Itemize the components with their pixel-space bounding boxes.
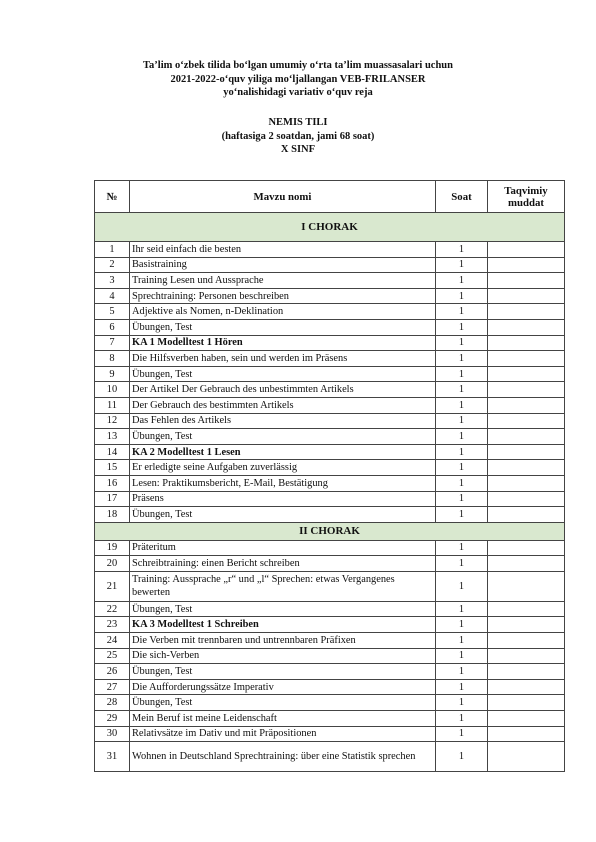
row-hours: 1: [436, 335, 488, 351]
row-hours: 1: [436, 413, 488, 429]
row-topic: Übungen, Test: [130, 601, 436, 617]
row-topic: Übungen, Test: [130, 319, 436, 335]
quarter-row: [95, 213, 565, 242]
row-hours: 1: [436, 288, 488, 304]
row-number: 8: [95, 351, 130, 367]
row-number: 11: [95, 397, 130, 413]
row-topic: Präteritum: [130, 540, 436, 556]
row-schedule: [488, 460, 565, 476]
row-number: 27: [95, 679, 130, 695]
row-schedule: [488, 664, 565, 680]
table-row: [95, 397, 565, 413]
row-topic: KA 2 Modelltest 1 Lesen: [130, 444, 436, 460]
row-topic: Mein Beruf ist meine Leidenschaft: [130, 711, 436, 727]
subject-name: NEMIS TILI: [268, 117, 328, 128]
row-topic: Sprechtraining: Personen beschreiben: [130, 288, 436, 304]
row-topic: Die sich-Verben: [130, 648, 436, 664]
subject-hours: (haftasiga 2 soatdan, jami 68 soat): [221, 130, 375, 142]
row-hours: 1: [436, 540, 488, 556]
table-body: [95, 213, 565, 772]
table-row: [95, 475, 565, 491]
table-row: [95, 351, 565, 367]
row-schedule: [488, 507, 565, 523]
row-schedule: [488, 540, 565, 556]
title-line-3: yo‘nalishidagi variativ o‘quv reja: [223, 87, 373, 98]
row-number: 2: [95, 257, 130, 273]
row-topic: Adjektive als Nomen, n-Deklination: [130, 304, 436, 320]
row-schedule: [488, 429, 565, 445]
row-topic: Die Hilfsverben haben, sein und werden im Präsens: [130, 351, 436, 367]
row-number: 31: [95, 742, 130, 772]
row-number: 17: [95, 491, 130, 507]
row-schedule: [488, 617, 565, 633]
row-hours: 1: [436, 304, 488, 320]
row-hours: 1: [436, 460, 488, 476]
row-schedule: [488, 351, 565, 367]
table-row: [95, 491, 565, 507]
row-topic: Übungen, Test: [130, 507, 436, 523]
row-topic: Ihr seid einfach die besten: [130, 242, 436, 258]
row-topic: Übungen, Test: [130, 366, 436, 382]
row-number: 9: [95, 366, 130, 382]
row-schedule: [488, 679, 565, 695]
row-hours: 1: [436, 382, 488, 398]
row-topic: Training Lesen und Aussprache: [130, 273, 436, 289]
row-topic: Der Gebrauch des bestimmten Artikels: [130, 397, 436, 413]
table-row: [95, 617, 565, 633]
row-hours: 1: [436, 351, 488, 367]
curriculum-table: [94, 180, 565, 772]
row-hours: 1: [436, 664, 488, 680]
row-number: 13: [95, 429, 130, 445]
row-schedule: [488, 242, 565, 258]
table-row: [95, 679, 565, 695]
quarter-title: II CHORAK: [95, 522, 565, 540]
table-row: [95, 633, 565, 649]
table-row: [95, 382, 565, 398]
row-schedule: [488, 571, 565, 601]
row-topic: Übungen, Test: [130, 695, 436, 711]
table-row: [95, 257, 565, 273]
table-row: [95, 556, 565, 572]
row-number: 12: [95, 413, 130, 429]
row-schedule: [488, 556, 565, 572]
row-hours: 1: [436, 257, 488, 273]
table-row: [95, 304, 565, 320]
row-number: 15: [95, 460, 130, 476]
table-row: [95, 242, 565, 258]
row-number: 25: [95, 648, 130, 664]
row-number: 7: [95, 335, 130, 351]
row-number: 10: [95, 382, 130, 398]
row-schedule: [488, 288, 565, 304]
table-row: [95, 460, 565, 476]
row-topic: Übungen, Test: [130, 664, 436, 680]
row-schedule: [488, 711, 565, 727]
row-topic: Das Fehlen des Artikels: [130, 413, 436, 429]
row-number: 5: [95, 304, 130, 320]
title-line-2: 2021-2022-o‘quv yiliga mo‘ljallangan VEB-FRILANSER: [170, 73, 426, 85]
row-hours: 1: [436, 319, 488, 335]
col-header-hours: Soat: [436, 181, 488, 213]
row-number: 29: [95, 711, 130, 727]
table-row: [95, 571, 565, 601]
row-topic: Die Verben mit trennbaren und untrennbaren Präfixen: [130, 633, 436, 649]
row-schedule: [488, 491, 565, 507]
row-schedule: [488, 633, 565, 649]
row-schedule: [488, 319, 565, 335]
col-header-schedule: Taqvimiy muddat: [488, 181, 565, 213]
row-topic: Wohnen in Deutschland Sprechtraining: über eine Statistik sprechen: [130, 742, 436, 772]
quarter-title: I CHORAK: [95, 213, 565, 242]
row-topic: Präsens: [130, 491, 436, 507]
row-number: 24: [95, 633, 130, 649]
row-number: 3: [95, 273, 130, 289]
row-number: 4: [95, 288, 130, 304]
row-hours: 1: [436, 571, 488, 601]
table-row: [95, 335, 565, 351]
row-topic: Training: Aussprache „r“ und „l“ Sprechen: etwas Vergangenes bewerten: [130, 571, 436, 601]
table-row: [95, 444, 565, 460]
table-row: [95, 664, 565, 680]
row-hours: 1: [436, 648, 488, 664]
row-topic: Er erledigte seine Aufgaben zuverlässig: [130, 460, 436, 476]
row-hours: 1: [436, 397, 488, 413]
row-hours: 1: [436, 273, 488, 289]
row-number: 26: [95, 664, 130, 680]
row-hours: 1: [436, 633, 488, 649]
table-row: [95, 601, 565, 617]
row-schedule: [488, 335, 565, 351]
row-number: 30: [95, 726, 130, 742]
row-number: 6: [95, 319, 130, 335]
table-row: [95, 648, 565, 664]
row-number: 14: [95, 444, 130, 460]
row-schedule: [488, 397, 565, 413]
row-topic: Der Artikel Der Gebrauch des unbestimmten Artikels: [130, 382, 436, 398]
row-schedule: [488, 273, 565, 289]
row-hours: 1: [436, 601, 488, 617]
row-topic: Schreibtraining: einen Bericht schreiben: [130, 556, 436, 572]
row-hours: 1: [436, 726, 488, 742]
row-number: 18: [95, 507, 130, 523]
row-schedule: [488, 444, 565, 460]
row-topic: Basistraining: [130, 257, 436, 273]
subject-heading: [0, 116, 596, 157]
col-header-number: №: [95, 181, 130, 213]
row-number: 19: [95, 540, 130, 556]
table-row: [95, 695, 565, 711]
table-row: [95, 429, 565, 445]
row-number: 23: [95, 617, 130, 633]
row-topic: Lesen: Praktikumsbericht, E-Mail, Bestätigung: [130, 475, 436, 491]
row-number: 21: [95, 571, 130, 601]
row-hours: 1: [436, 429, 488, 445]
row-schedule: [488, 366, 565, 382]
col-header-topic: Mavzu nomi: [130, 181, 436, 213]
table-row: [95, 507, 565, 523]
row-topic: KA 1 Modelltest 1 Hören: [130, 335, 436, 351]
row-hours: 1: [436, 507, 488, 523]
row-topic: Übungen, Test: [130, 429, 436, 445]
row-hours: 1: [436, 366, 488, 382]
row-hours: 1: [436, 711, 488, 727]
row-schedule: [488, 648, 565, 664]
row-schedule: [488, 413, 565, 429]
row-number: 22: [95, 601, 130, 617]
row-schedule: [488, 695, 565, 711]
row-hours: 1: [436, 242, 488, 258]
row-hours: 1: [436, 695, 488, 711]
table-row: [95, 540, 565, 556]
subject-grade: X SINF: [280, 144, 316, 155]
table-row: [95, 273, 565, 289]
row-schedule: [488, 475, 565, 491]
row-topic: Die Aufforderungssätze Imperativ: [130, 679, 436, 695]
row-schedule: [488, 382, 565, 398]
row-number: 28: [95, 695, 130, 711]
quarter-row: [95, 522, 565, 540]
row-hours: 1: [436, 475, 488, 491]
table-row: [95, 366, 565, 382]
table-row: [95, 288, 565, 304]
row-schedule: [488, 726, 565, 742]
row-topic: Relativsätze im Dativ und mit Präpositionen: [130, 726, 436, 742]
row-schedule: [488, 601, 565, 617]
row-schedule: [488, 742, 565, 772]
row-hours: 1: [436, 444, 488, 460]
row-hours: 1: [436, 491, 488, 507]
table-header-row: [95, 181, 565, 213]
row-topic: KA 3 Modelltest 1 Schreiben: [130, 617, 436, 633]
row-hours: 1: [436, 742, 488, 772]
table-row: [95, 711, 565, 727]
row-number: 20: [95, 556, 130, 572]
row-schedule: [488, 304, 565, 320]
row-number: 1: [95, 242, 130, 258]
row-hours: 1: [436, 679, 488, 695]
row-schedule: [488, 257, 565, 273]
table-row: [95, 742, 565, 772]
row-number: 16: [95, 475, 130, 491]
row-hours: 1: [436, 556, 488, 572]
table-row: [95, 319, 565, 335]
table-row: [95, 726, 565, 742]
title-line-1: Ta’lim o‘zbek tilida bo‘lgan umumiy o‘rta ta’lim muassasalari uchun: [143, 60, 453, 71]
table-row: [95, 413, 565, 429]
row-hours: 1: [436, 617, 488, 633]
document-title: [0, 59, 596, 100]
